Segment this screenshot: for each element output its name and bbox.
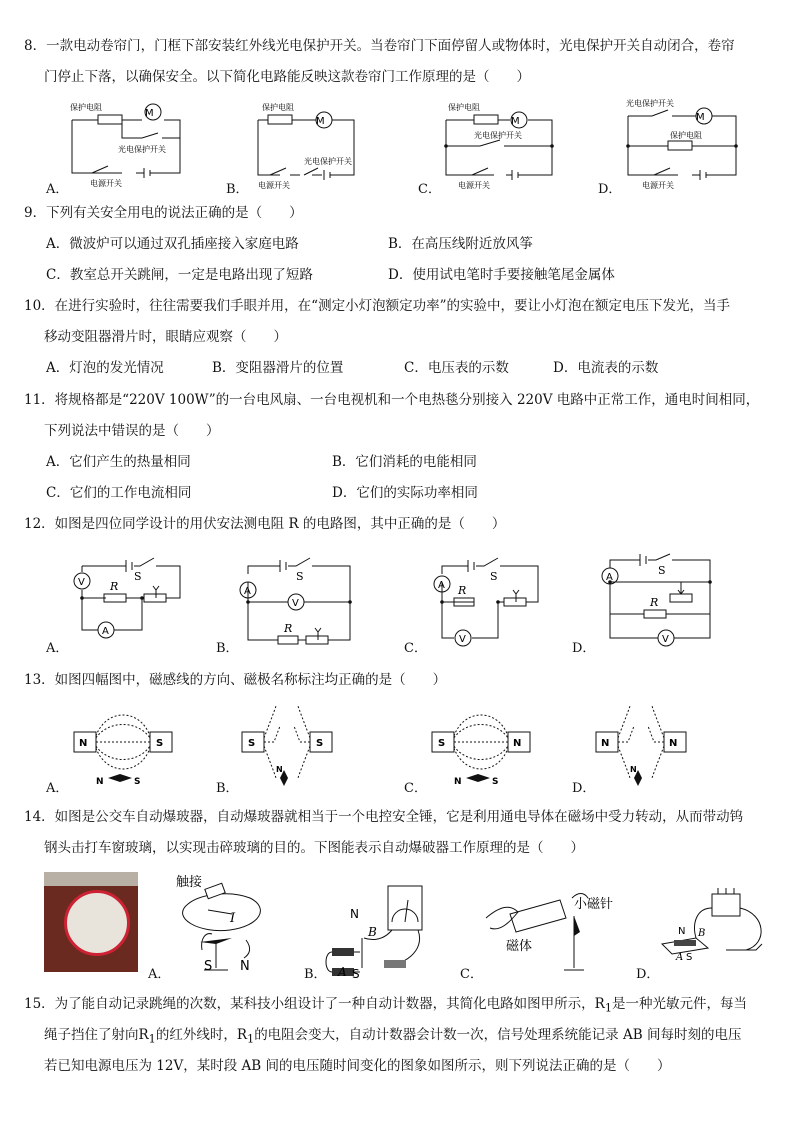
auto-glass-breaker-photo <box>44 872 138 972</box>
q8-circuit-a <box>62 98 192 188</box>
svg-text:B: B <box>698 928 706 939</box>
svg-text:M: M <box>696 112 705 123</box>
svg-text:N: N <box>454 777 462 787</box>
q13-option-b[interactable]: B． <box>216 781 239 796</box>
q15-stem-line3: 若已知电源电压为 12V，某时段 AB 间的电压随时间变化的图象如图所示，则下列说法正确的是（ ） <box>44 1058 671 1074</box>
svg-text:S: S <box>134 777 141 787</box>
svg-text:电源开关: 电源开关 <box>642 181 674 190</box>
svg-text:S: S <box>204 959 213 974</box>
q9-stem: 9．下列有关安全用电的说法正确的是（ ） <box>24 205 303 221</box>
svg-text:触接: 触接 <box>176 875 203 890</box>
svg-text:S: S <box>492 777 499 787</box>
q8-option-b[interactable]: B． <box>226 182 249 197</box>
svg-text:V: V <box>78 577 85 588</box>
svg-text:N: N <box>513 738 522 749</box>
q14-option-a[interactable]: A． <box>148 967 171 982</box>
q9-option-d[interactable]: D．使用试电笔时手要接触笔尾金属体 <box>388 267 615 283</box>
q8-option-c[interactable]: C． <box>418 182 441 197</box>
q8-stem-line2: 门停止下落，以确保安全。以下简化电路能反映这款卷帘门工作原理的是（ ） <box>44 69 530 85</box>
q8-circuit-d <box>622 99 742 190</box>
svg-text:R: R <box>650 596 659 609</box>
svg-text:A: A <box>338 965 347 979</box>
svg-text:A: A <box>244 586 251 597</box>
svg-text:I: I <box>230 911 236 926</box>
svg-text:N: N <box>669 738 678 749</box>
q12-stem: 12．如图是四位同学设计的用伏安法测电阻 R 的电路图，其中正确的是（ ） <box>24 516 506 532</box>
svg-text:保护电阻: 保护电阻 <box>448 103 480 112</box>
q10-option-b[interactable]: B．变阻器滑片的位置 <box>212 360 344 376</box>
svg-text:N: N <box>350 907 359 921</box>
svg-text:S: S <box>316 738 324 749</box>
svg-text:光电保护开关: 光电保护开关 <box>474 131 522 140</box>
svg-text:S: S <box>658 564 666 577</box>
q13-magnet-c <box>428 702 538 787</box>
svg-text:A: A <box>676 952 684 963</box>
q13-option-c[interactable]: C． <box>404 781 427 796</box>
q15-stem-line1: 15．为了能自动记录跳绳的次数，某科技小组设计了一种自动计数器，其简化电路如图甲所示，$R_1$是一种光敏元件，每当 <box>24 996 748 1015</box>
svg-text:A: A <box>102 626 109 637</box>
q11-stem-line2: 下列说法中错误的是（ ） <box>44 423 220 439</box>
svg-text:保护电阻: 保护电阻 <box>262 103 294 112</box>
svg-text:B: B <box>368 925 377 939</box>
q10-stem-line2: 移动变阻器滑片时，眼睛应观察（ ） <box>44 329 287 345</box>
svg-text:S: S <box>134 570 142 583</box>
svg-text:R: R <box>458 584 467 597</box>
power-switch-label: 电源开关 <box>90 179 122 188</box>
svg-text:R: R <box>284 622 293 635</box>
q13-option-a[interactable]: A． <box>46 781 69 796</box>
svg-text:M: M <box>511 116 520 127</box>
q12-option-b[interactable]: B． <box>216 641 239 656</box>
q14-option-c[interactable]: C． <box>460 967 483 982</box>
svg-text:V: V <box>292 598 299 609</box>
svg-text:N: N <box>79 738 88 749</box>
q12-circuit-d <box>600 552 720 648</box>
svg-text:S: S <box>490 570 498 583</box>
svg-text:光电保护开关: 光电保护开关 <box>304 157 352 166</box>
q11-option-c[interactable]: C．它们的工作电流相同 <box>46 485 192 501</box>
svg-text:电源开关: 电源开关 <box>258 181 290 190</box>
q8-option-d[interactable]: D． <box>598 182 622 197</box>
q8-stem-line1: 8．一款电动卷帘门，门框下部安装红外线光电保护开关。当卷帘门下面停留人或物体时，光电保护开关自动闭合，卷帘 <box>24 38 735 54</box>
q12-circuit-b <box>234 552 358 648</box>
svg-text:N: N <box>601 738 610 749</box>
q14-stem-line1: 14．如图是公交车自动爆玻器，自动爆玻器就相当于一个电控安全锤，它是利用通电导体在磁场中受力转动，从而带动钨 <box>24 809 744 825</box>
q11-option-d[interactable]: D．它们的实际功率相同 <box>332 485 478 501</box>
svg-text:A: A <box>606 572 613 583</box>
svg-text:S: S <box>248 738 256 749</box>
q14-figure-a <box>160 868 290 978</box>
q14-figure-d <box>656 884 776 974</box>
q12-option-d[interactable]: D． <box>572 641 596 656</box>
q13-magnet-b <box>240 702 340 784</box>
q8-circuit-c <box>440 100 560 190</box>
svg-text:R: R <box>110 580 119 593</box>
q14-option-d[interactable]: D． <box>636 967 660 982</box>
svg-text:V: V <box>662 634 669 645</box>
q8-circuit-b <box>250 100 360 190</box>
svg-text:S: S <box>686 952 693 963</box>
svg-text:保护电阻: 保护电阻 <box>670 131 702 140</box>
svg-text:S: S <box>352 967 360 981</box>
q14-stem-line2: 钢头击打车窗玻璃，以实现击碎玻璃的目的。下图能表示自动爆破器工作原理的是（ ） <box>44 840 584 856</box>
q10-option-a[interactable]: A．灯泡的发光情况 <box>46 360 164 376</box>
svg-text:V: V <box>459 634 466 645</box>
q9-option-c[interactable]: C．教室总开关跳闸，一定是电路出现了短路 <box>46 267 313 283</box>
protect-resistor-label: 保护电阻 <box>70 103 102 112</box>
q13-magnet-d <box>594 702 694 784</box>
q10-option-c[interactable]: C．电压表的示数 <box>404 360 509 376</box>
svg-text:N: N <box>276 765 283 774</box>
svg-text:M: M <box>316 116 325 127</box>
q11-option-b[interactable]: B．它们消耗的电能相同 <box>332 454 477 470</box>
q14-figure-c <box>480 888 620 980</box>
svg-text:电源开关: 电源开关 <box>458 181 490 190</box>
svg-text:N: N <box>630 765 637 774</box>
svg-text:A: A <box>438 580 445 591</box>
q10-stem-line1: 10．在进行实验时，往往需要我们手眼并用，在“测定小灯泡额定功率”的实验中，要让小灯泡在额定电压下发光，当手 <box>24 298 730 314</box>
q13-magnet-a <box>70 702 180 787</box>
q12-circuit-c <box>428 552 548 648</box>
svg-text:光电保护开关: 光电保护开关 <box>626 99 674 108</box>
q8-option-a[interactable]: A． <box>46 182 69 197</box>
q12-option-a[interactable]: A． <box>46 641 69 656</box>
q9-option-b[interactable]: B．在高压线附近放风筝 <box>388 236 533 252</box>
svg-text:S: S <box>438 738 446 749</box>
svg-text:N: N <box>240 959 250 974</box>
svg-text:N: N <box>678 926 686 937</box>
q13-option-d[interactable]: D． <box>572 781 596 796</box>
svg-text:小磁针: 小磁针 <box>574 897 614 912</box>
q10-option-d[interactable]: D．电流表的示数 <box>553 360 659 376</box>
q11-stem-line1: 11．将规格都是“220V 100W”的一台电风扇、一台电视机和一个电热毯分别接入 220V 电路中正常工作，通电时间相同， <box>24 392 760 408</box>
photo-switch-label: 光电保护开关 <box>118 145 166 154</box>
q12-circuit-a <box>70 552 190 644</box>
q14-figure-b <box>322 882 452 981</box>
q11-option-a[interactable]: A．它们产生的热量相同 <box>46 454 191 470</box>
q14-option-b[interactable]: B． <box>304 967 327 982</box>
q15-stem-line2: 绳子挡住了射向$R_1$的红外线时，$R_1$的电阻会变大，自动计数器会计数一次，信号处理系统能记录 AB 间每时刻的电压 <box>44 1027 742 1046</box>
svg-text:S: S <box>296 570 304 583</box>
q13-stem: 13．如图四幅图中，磁感线的方向、磁极名称标注均正确的是（ ） <box>24 672 447 688</box>
svg-text:N: N <box>96 777 104 787</box>
q12-option-c[interactable]: C． <box>404 641 427 656</box>
q9-option-a[interactable]: A．微波炉可以通过双孔插座接入家庭电路 <box>46 236 299 252</box>
svg-text:S: S <box>156 738 164 749</box>
svg-text:磁体: 磁体 <box>506 939 533 954</box>
motor-label: M <box>145 108 154 119</box>
